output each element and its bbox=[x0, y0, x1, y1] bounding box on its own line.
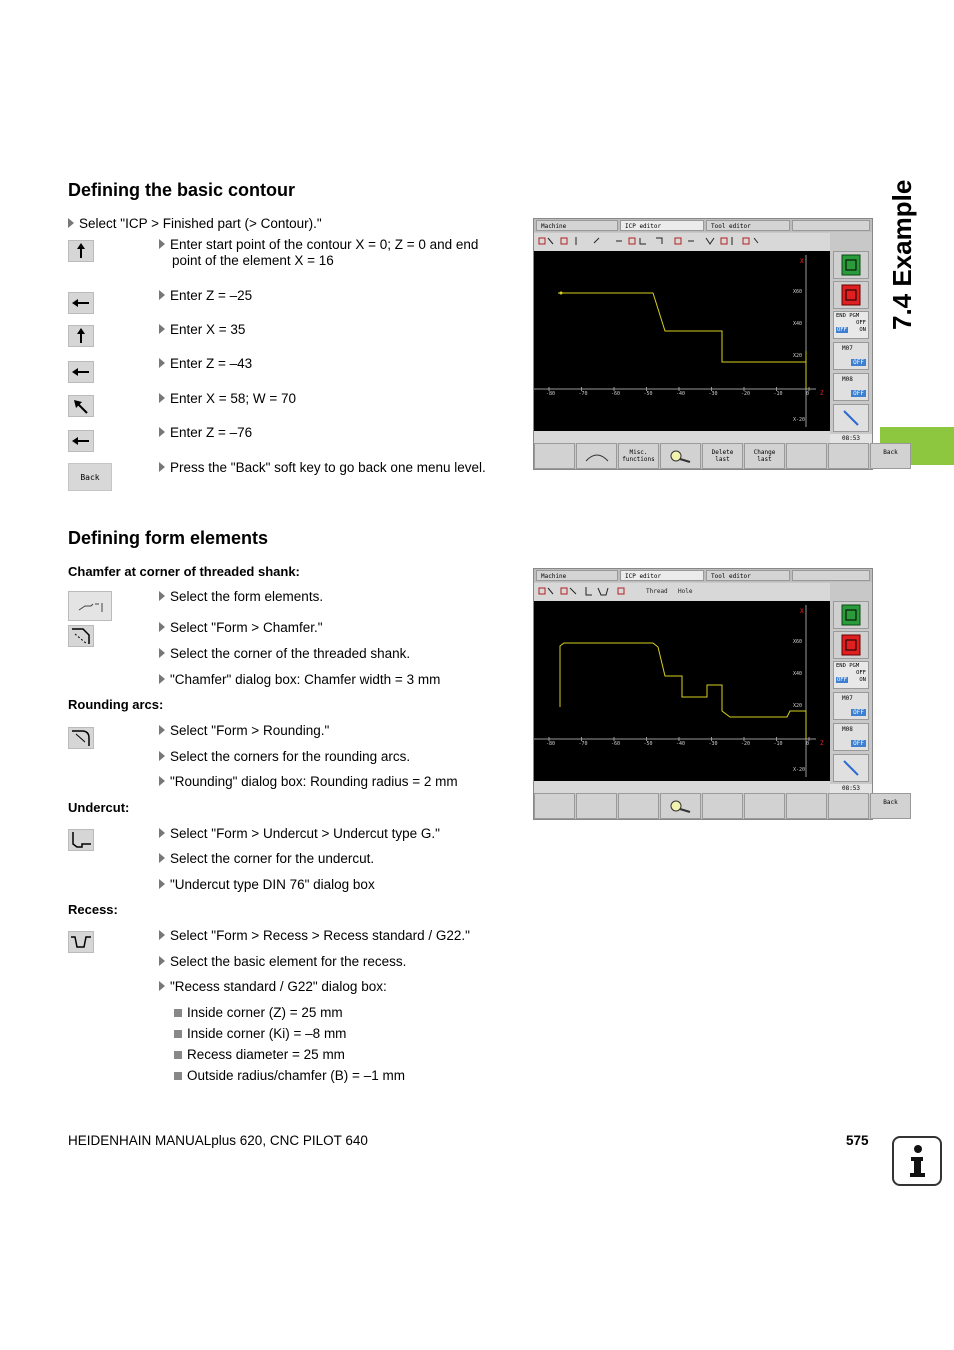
menu-hole[interactable]: Hole bbox=[678, 588, 693, 595]
clock-readout: 08:53 bbox=[830, 784, 872, 794]
softkey-5[interactable]: Delete last bbox=[702, 443, 743, 469]
softkey-5[interactable] bbox=[702, 793, 743, 819]
z-tick-label: -60 bbox=[611, 391, 621, 397]
end-pgm-switch[interactable] bbox=[833, 661, 869, 689]
end-pgm-off-state: OFF bbox=[837, 677, 847, 683]
z-tick-label: -70 bbox=[578, 741, 588, 747]
z-axis-label: Z bbox=[820, 740, 824, 747]
chapter-side-title: 7.4 Example bbox=[887, 179, 917, 330]
step-3: Enter X = 35 bbox=[159, 322, 245, 338]
chamfer-step-4: "Chamfer" dialog box: Chamfer width = 3 mm bbox=[159, 672, 440, 688]
rounding-step-3: "Rounding" dialog box: Rounding radius = 2 mm bbox=[159, 774, 458, 790]
m07-toggle[interactable] bbox=[833, 692, 869, 720]
softkey-2[interactable] bbox=[576, 793, 617, 819]
end-pgm-off-state: OFF bbox=[837, 327, 847, 333]
m07-toggle[interactable] bbox=[833, 342, 869, 370]
x-axis-label: X bbox=[800, 608, 804, 615]
end-pgm-on-label: ON bbox=[859, 677, 866, 683]
tab-icp-editor[interactable]: ICP editor bbox=[620, 570, 704, 581]
magnifier-icon bbox=[666, 799, 696, 813]
menu-thread[interactable]: Thread bbox=[646, 588, 668, 595]
z-axis-label: Z bbox=[820, 390, 824, 397]
softkey-2[interactable] bbox=[576, 443, 617, 469]
undercut-step-1: Select "Form > Undercut > Undercut type G." bbox=[159, 826, 440, 842]
recess-param-3: Recess diameter = 25 mm bbox=[174, 1047, 345, 1063]
m08-state: OFF bbox=[853, 390, 864, 397]
softkey-9[interactable]: Back bbox=[870, 443, 911, 469]
m07-label: M07 bbox=[842, 695, 853, 702]
x-tick-label: X40 bbox=[793, 321, 803, 327]
z-tick-label: 0 bbox=[806, 741, 810, 747]
x-tick-label: X60 bbox=[793, 289, 803, 295]
recess-title: Recess: bbox=[68, 902, 118, 917]
x-tick-label: X-20 bbox=[793, 767, 806, 773]
arrow-left-icon bbox=[68, 361, 94, 383]
step-2: Enter Z = –25 bbox=[159, 288, 252, 304]
softkey-4[interactable] bbox=[660, 793, 701, 819]
end-pgm-off-label: OFF bbox=[856, 320, 866, 326]
end-pgm-switch[interactable] bbox=[833, 311, 869, 339]
undercut-title: Undercut: bbox=[68, 800, 130, 815]
end-pgm-label: END PGM bbox=[836, 663, 860, 669]
step-4: Enter Z = –43 bbox=[159, 356, 252, 372]
step-1a: Enter start point of the contour X = 0; Z = 0 and end bbox=[159, 237, 478, 253]
tab-icp-editor[interactable]: ICP editor bbox=[620, 220, 704, 231]
softkey-4[interactable] bbox=[660, 443, 701, 469]
rounding-step-1: Select "Form > Rounding." bbox=[159, 723, 329, 739]
tab-machine[interactable]: Machine bbox=[536, 220, 618, 231]
softkey-6[interactable] bbox=[744, 793, 785, 819]
contour-line bbox=[558, 293, 806, 389]
m07-state: OFF bbox=[853, 709, 864, 716]
softkey-7[interactable] bbox=[786, 793, 827, 819]
x-tick-label: X20 bbox=[793, 703, 803, 709]
status-strip bbox=[534, 431, 830, 443]
softkey-8[interactable] bbox=[828, 443, 869, 469]
tab-save[interactable] bbox=[792, 220, 870, 231]
arrow-left-icon bbox=[68, 292, 94, 314]
undercut-step-3: "Undercut type DIN 76" dialog box bbox=[159, 877, 375, 893]
step-5: Enter X = 58; W = 70 bbox=[159, 391, 296, 407]
rounding-title: Rounding arcs: bbox=[68, 697, 164, 712]
softkey-bar bbox=[534, 443, 898, 469]
x-tick-label: X-20 bbox=[793, 417, 806, 423]
x-axis-label: X bbox=[800, 258, 804, 265]
end-pgm-off-label: OFF bbox=[856, 670, 866, 676]
recess-step-3: "Recess standard / G22" dialog box: bbox=[159, 979, 387, 995]
footer-manual-title: HEIDENHAIN MANUALplus 620, CNC PILOT 640 bbox=[68, 1133, 368, 1148]
softkey-bar bbox=[534, 793, 898, 819]
softkey-8[interactable] bbox=[828, 793, 869, 819]
recess-step-2: Select the basic element for the recess. bbox=[159, 954, 406, 970]
contour-plot bbox=[534, 601, 830, 781]
z-tick-label: -20 bbox=[741, 741, 751, 747]
cycle-start-icon[interactable] bbox=[833, 601, 869, 629]
end-pgm-label: END PGM bbox=[836, 313, 860, 319]
softkey-3[interactable] bbox=[618, 793, 659, 819]
undercut-step-2: Select the corner for the undercut. bbox=[159, 851, 374, 867]
icon-menu-bar[interactable] bbox=[534, 233, 830, 251]
back-softkey[interactable]: Back bbox=[68, 463, 112, 491]
tab-machine[interactable]: Machine bbox=[536, 570, 618, 581]
icp-editor-screenshot-1 bbox=[533, 218, 898, 470]
contour-plot bbox=[534, 251, 830, 431]
z-tick-label: -10 bbox=[773, 391, 783, 397]
z-tick-label: -40 bbox=[676, 391, 686, 397]
m08-label: M08 bbox=[842, 726, 853, 733]
step-7: Press the "Back" soft key to go back one menu level. bbox=[159, 460, 486, 476]
cycle-stop-icon[interactable] bbox=[833, 631, 869, 659]
m08-toggle[interactable] bbox=[833, 723, 869, 751]
softkey-7[interactable] bbox=[786, 443, 827, 469]
m08-state: OFF bbox=[853, 740, 864, 747]
undercut-icon bbox=[68, 829, 94, 851]
z-tick-label: -80 bbox=[546, 391, 556, 397]
chamfer-step-1: Select the form elements. bbox=[159, 589, 323, 605]
info-icon bbox=[892, 1136, 942, 1186]
step-6: Enter Z = –76 bbox=[159, 425, 252, 441]
arrow-up-icon bbox=[68, 325, 94, 347]
softkey-6[interactable]: Change last bbox=[744, 443, 785, 469]
chamfer-step-3: Select the corner of the threaded shank. bbox=[159, 646, 410, 662]
recess-icon bbox=[68, 931, 94, 953]
z-tick-label: -50 bbox=[643, 741, 653, 747]
status-strip bbox=[534, 781, 830, 793]
arc-icon bbox=[582, 449, 612, 463]
icp-editor-screenshot-2 bbox=[533, 568, 898, 820]
softkey-3[interactable]: Misc. functions bbox=[618, 443, 659, 469]
tab-bar bbox=[534, 569, 872, 582]
z-tick-label: -10 bbox=[773, 741, 783, 747]
rounding-icon bbox=[68, 727, 94, 749]
recess-param-2: Inside corner (Ki) = –8 mm bbox=[174, 1026, 346, 1042]
arrow-up-icon bbox=[68, 240, 94, 262]
z-tick-label: -30 bbox=[708, 741, 718, 747]
page-number: 575 bbox=[846, 1133, 869, 1148]
end-pgm-on-label: ON bbox=[859, 327, 866, 333]
m07-label: M07 bbox=[842, 345, 853, 352]
z-tick-label: -70 bbox=[578, 391, 588, 397]
softkey-9[interactable]: Back bbox=[870, 793, 911, 819]
form-elements-icon bbox=[68, 591, 112, 621]
section-heading-basic-contour: Defining the basic contour bbox=[68, 180, 296, 200]
tab-bar bbox=[534, 219, 872, 232]
m07-state: OFF bbox=[853, 359, 864, 366]
x-tick-label: X20 bbox=[793, 353, 803, 359]
m08-label: M08 bbox=[842, 376, 853, 383]
z-tick-label: -40 bbox=[676, 741, 686, 747]
step-1b: point of the element X = 16 bbox=[172, 253, 334, 268]
contour-graphic-1 bbox=[534, 251, 830, 431]
z-tick-label: -80 bbox=[546, 741, 556, 747]
tab-tool-editor[interactable]: Tool editor bbox=[706, 570, 790, 581]
z-tick-label: -20 bbox=[741, 391, 751, 397]
step-intro: Select "ICP > Finished part (> Contour)." bbox=[68, 216, 322, 232]
feed-override-icon[interactable] bbox=[833, 404, 869, 432]
softkey-1[interactable] bbox=[534, 793, 575, 819]
cycle-stop-icon[interactable] bbox=[833, 281, 869, 309]
cycle-start-icon[interactable] bbox=[833, 251, 869, 279]
rounding-step-2: Select the corners for the rounding arcs. bbox=[159, 749, 410, 765]
feed-override-icon[interactable] bbox=[833, 754, 869, 782]
chamfer-step-2: Select "Form > Chamfer." bbox=[159, 620, 323, 636]
x-tick-label: X40 bbox=[793, 671, 803, 677]
arrow-left-icon bbox=[68, 430, 94, 452]
magnifier-icon bbox=[666, 449, 696, 463]
chamfer-title: Chamfer at corner of threaded shank: bbox=[68, 564, 300, 579]
tab-save[interactable] bbox=[792, 570, 870, 581]
chamfer-icon bbox=[68, 625, 94, 647]
recess-step-1: Select "Form > Recess > Recess standard / G22." bbox=[159, 928, 470, 944]
m08-toggle[interactable] bbox=[833, 373, 869, 401]
contour-line bbox=[560, 643, 806, 739]
contour-graphic-2 bbox=[534, 601, 830, 781]
section-heading-form-elements: Defining form elements bbox=[68, 528, 269, 548]
z-tick-label: -30 bbox=[708, 391, 718, 397]
z-tick-label: 0 bbox=[806, 391, 810, 397]
recess-param-1: Inside corner (Z) = 25 mm bbox=[174, 1005, 343, 1021]
form-menu-bar[interactable] bbox=[534, 583, 830, 601]
recess-param-4: Outside radius/chamfer (B) = –1 mm bbox=[174, 1068, 405, 1084]
z-tick-label: -50 bbox=[643, 391, 653, 397]
clock-readout: 08:53 bbox=[830, 434, 872, 444]
softkey-1[interactable] bbox=[534, 443, 575, 469]
start-point bbox=[560, 292, 563, 295]
x-tick-label: X60 bbox=[793, 639, 803, 645]
tab-tool-editor[interactable]: Tool editor bbox=[706, 220, 790, 231]
arrow-diagonal-icon bbox=[68, 395, 94, 417]
z-tick-label: -60 bbox=[611, 741, 621, 747]
